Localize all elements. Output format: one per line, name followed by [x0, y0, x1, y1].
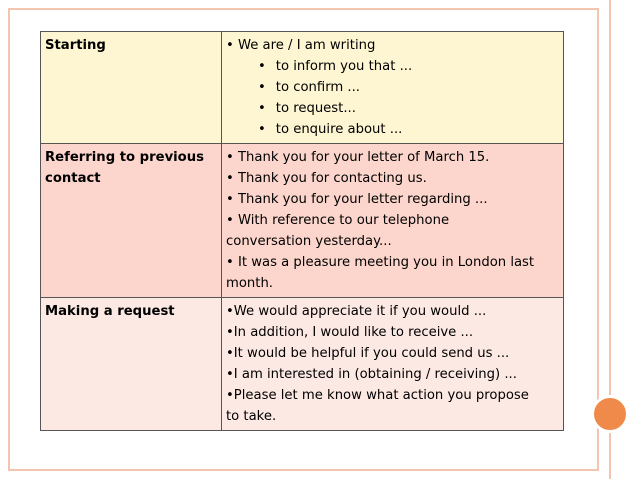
sub-item-list	[226, 56, 559, 140]
phrase-line: • With reference to our telephone	[226, 213, 450, 228]
sub-item: • to request...	[258, 98, 559, 119]
phrase-line: •Please let me know what action you propose	[226, 388, 529, 403]
phrases-cell	[222, 144, 564, 298]
sub-item: • to inform you that ...	[258, 56, 559, 77]
phrase-line: • Thank you for your letter of March 15.	[226, 150, 490, 165]
phrase-line: •We would appreciate it if you would ...	[226, 304, 487, 319]
phrase-line: •It would be helpful if you could send us ...	[226, 346, 510, 361]
category-cell	[41, 144, 222, 298]
category-line: contact	[45, 171, 101, 186]
phrase-line: conversation yesterday...	[226, 234, 392, 249]
phrase-line: month.	[226, 276, 273, 291]
phrases-cell	[222, 32, 564, 144]
table-row-starting	[41, 32, 564, 144]
category-line: Referring to previous	[45, 150, 204, 165]
sub-item: • to confirm ...	[258, 77, 559, 98]
table-row-referring	[41, 144, 564, 298]
accent-circle	[591, 395, 629, 433]
phrases-table	[40, 31, 564, 431]
phrase-line: to take.	[226, 409, 277, 424]
side-rail-bottom	[609, 433, 611, 479]
phrase-line: •In addition, I would like to receive ...	[226, 325, 474, 340]
category-cell: Starting	[41, 32, 222, 144]
table-row-request	[41, 298, 564, 431]
phrases-cell	[222, 298, 564, 431]
side-rail-top	[609, 0, 611, 395]
phrase-line: • Thank you for contacting us.	[226, 171, 427, 186]
phrase-line: •I am interested in (obtaining / receiving) ...	[226, 367, 517, 382]
phrase-line: • Thank you for your letter regarding ...	[226, 192, 488, 207]
sub-item: • to enquire about ...	[258, 119, 559, 140]
phrase-line: • It was a pleasure meeting you in London last	[226, 255, 535, 270]
category-cell: Making a request	[41, 298, 222, 431]
phrase-lead: • We are / I am writing	[226, 38, 376, 53]
